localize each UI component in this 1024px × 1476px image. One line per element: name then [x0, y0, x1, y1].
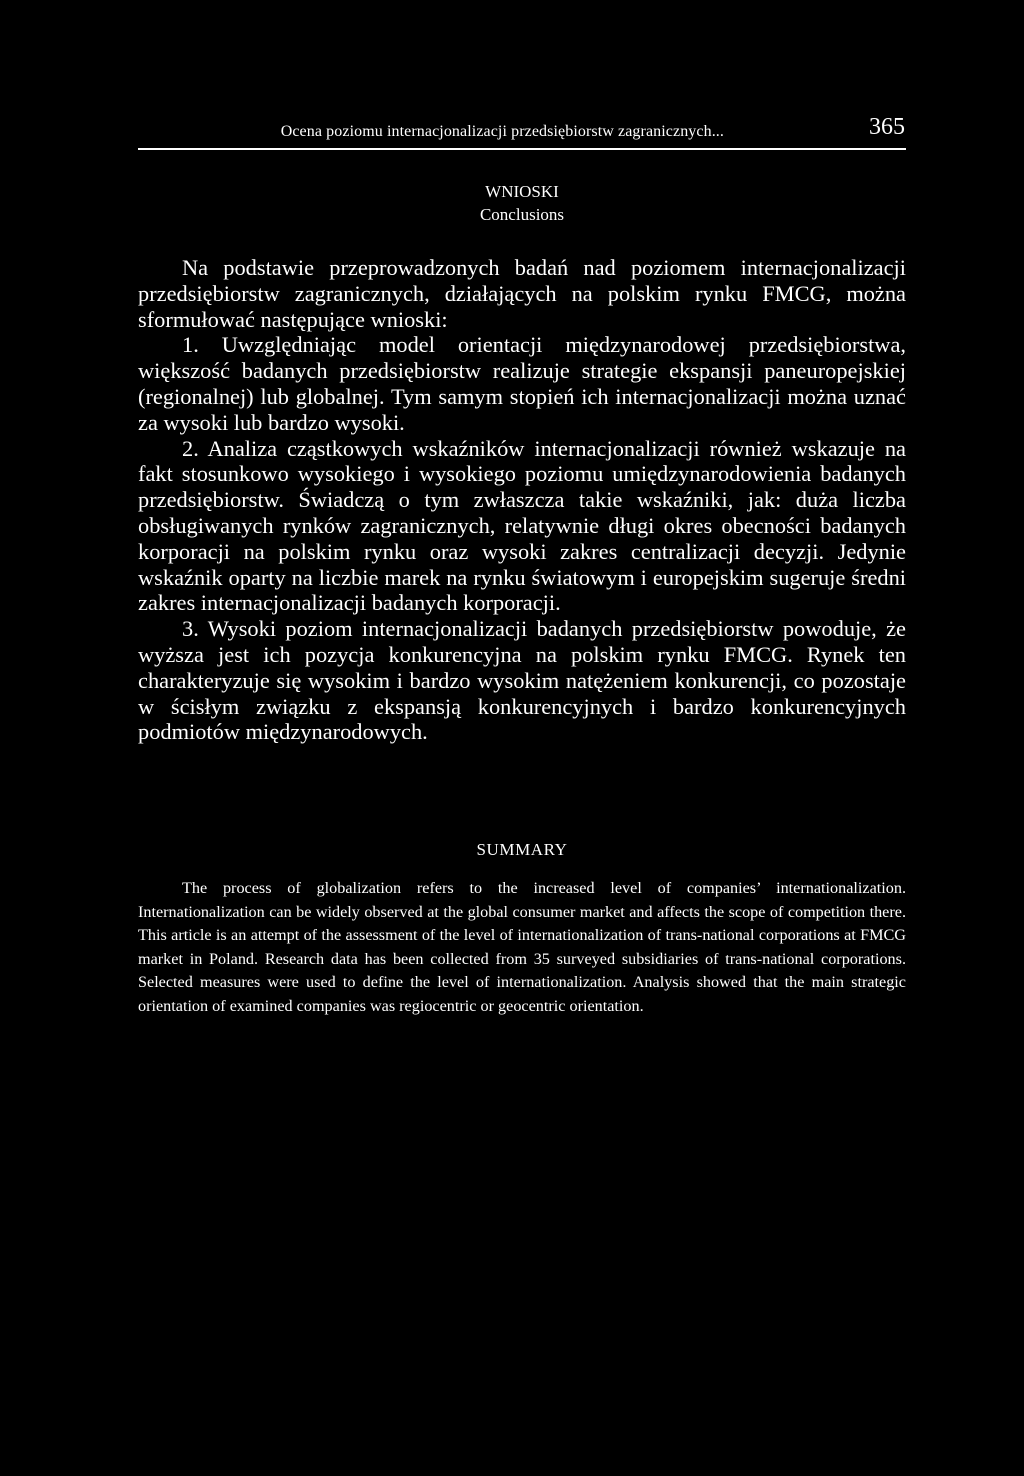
- conclusion-point-2: 2. Analiza cząstkowych wskaźników internacjonalizacji również wskazuje na fakt stosunkowo wysokiego i wysokiego poziomu umiędzynarodowienia badanych przedsiębiorstw. Świadczą o tym zwłaszcza takie wskaźniki, jak: duża liczba obsługiwanych rynków zagranicznych, relatywnie długi okres obecności badanych korporacji na polskim rynku oraz wysoki zakres centralizacji decyzji. Jedynie wskaźnik oparty na liczbie marek na rynku światowym i europejskim sugeruje średni zakres internacjonalizacji badanych korporacji.: [138, 435, 906, 616]
- conclusions-intro: Na podstawie przeprowadzonych badań nad poziomem internacjonalizacji przedsiębiorstw zagranicznych, działających na polskim rynku FMCG, można sformułować następujące wnioski:: [138, 255, 906, 332]
- running-title: Ocena poziomu internacjonalizacji przedsiębiorstw zagranicznych...: [280, 123, 724, 140]
- running-header: [138, 112, 906, 150]
- conclusions-subheading: Conclusions: [479, 205, 565, 224]
- conclusion-point-1: 1. Uwzględniając model orientacji międzynarodowej przedsiębiorstwa, większość badanych przedsiębiorstw realizuje strategie ekspansji paneuropejskiej (regionalnej) lub globalnej. Tym samym stopień ich internacjonalizacji można uznać za wysoki lub bardzo wysoki.: [138, 332, 906, 435]
- summary-paragraph: The process of globalization refers to the increased level of companies’ internationalization. Internationalization can be widely observed at the global consumer market and affects the scope of competition there. This article is an attempt of the assessment of the level of internationalization of trans-national corporations at FMCG market in Poland. Research data has been collected from 35 surveyed subsidiaries of trans-national corporations. Selected measures were used to define the level of internationalization. Analysis showed that the main strategic orientation of examined companies was regiocentric or geocentric orientation.: [138, 879, 906, 1015]
- document-page: [138, 0, 906, 1476]
- page-number: 365: [869, 114, 905, 140]
- conclusion-point-3: 3. Wysoki poziom internacjonalizacji badanych przedsiębiorstw powoduje, że wyższa jest ich pozycja konkurencyjna na polskim rynku FMCG. Rynek ten charakteryzuje się wysokim i bardzo wysokim natężeniem konkurencji, co pozostaje w ścisłym związku z ekspansją konkurencyjnych i bardzo konkurencyjnych podmiotów międzynarodowych.: [138, 616, 906, 745]
- conclusions-heading: WNIOSKI: [485, 182, 559, 201]
- summary-heading: SUMMARY: [476, 840, 568, 859]
- conclusions-body: [138, 255, 906, 745]
